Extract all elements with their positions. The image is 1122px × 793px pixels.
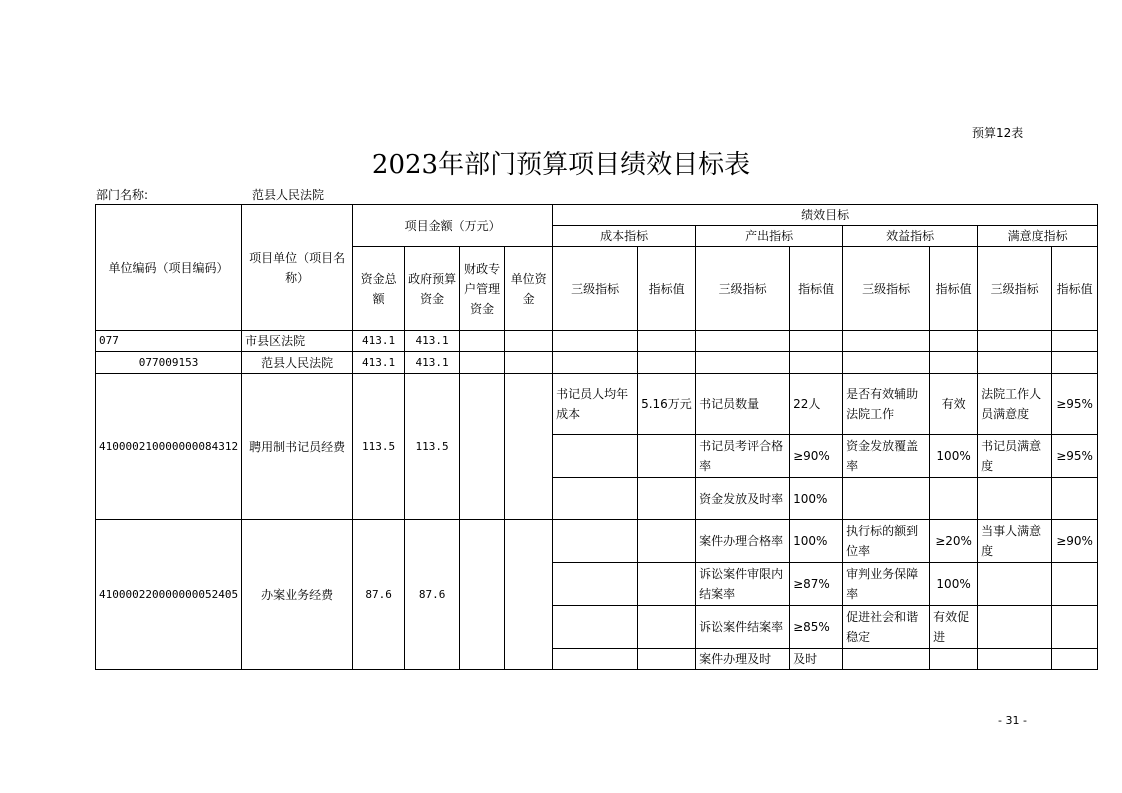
col-performance-group: 绩效目标 — [553, 205, 1098, 226]
col-benefit-level3: 三级指标 — [843, 247, 930, 331]
row-code: 077 — [96, 331, 242, 352]
table-row — [96, 520, 1098, 563]
project2-output-indicator: 诉讼案件结案率 — [696, 606, 790, 649]
project2-benefit-indicator: 执行标的额到位率 — [843, 520, 930, 563]
project2-satisfaction-value: ≥90% — [1052, 520, 1098, 563]
row-total: 413.1 — [353, 331, 405, 352]
table-row — [96, 352, 1098, 374]
col-special-mgmt: 财政专户管理资金 — [460, 247, 505, 331]
table-number-label: 预算12表 — [972, 126, 1024, 140]
project2-benefit-indicator: 促进社会和谐稳定 — [843, 606, 930, 649]
col-benefit-value: 指标值 — [930, 247, 978, 331]
col-satisfaction-indicator: 满意度指标 — [978, 226, 1098, 247]
col-cost-value: 指标值 — [638, 247, 696, 331]
project2-satisfaction-indicator: 当事人满意度 — [978, 520, 1052, 563]
performance-table — [95, 204, 1098, 670]
col-project-unit: 项目单位（项目名称） — [242, 205, 353, 331]
project2-output-value: 及时 — [790, 649, 843, 670]
project1-satisfaction-value: ≥95% — [1052, 435, 1098, 478]
project2-output-value: 100% — [790, 520, 843, 563]
project2-benefit-indicator: 审判业务保障率 — [843, 563, 930, 606]
project2-output-value: ≥87% — [790, 563, 843, 606]
project2-benefit-value: 有效促进 — [930, 606, 978, 649]
department-label: 部门名称: — [96, 188, 149, 202]
col-total: 资金总额 — [353, 247, 405, 331]
col-satisfaction-level3: 三级指标 — [978, 247, 1052, 331]
col-unit-fund: 单位资金 — [505, 247, 553, 331]
row-code: 077009153 — [96, 352, 242, 374]
project2-code: 410000220000000052405 — [96, 520, 242, 670]
department-value: 范县人民法院 — [252, 188, 325, 202]
project1-benefit-value: 100% — [930, 435, 978, 478]
project1-cost-value: 5.16万元 — [638, 374, 696, 435]
page-number: - 31 - — [998, 714, 1027, 727]
col-unit-code: 单位编码（项目编码） — [96, 205, 242, 331]
project2-total: 87.6 — [353, 520, 405, 670]
col-amount-group: 项目金额（万元） — [353, 205, 553, 247]
project1-satisfaction-value: ≥95% — [1052, 374, 1098, 435]
row-unit: 市县区法院 — [242, 331, 353, 352]
project1-output-value: 100% — [790, 478, 843, 520]
col-output-indicator: 产出指标 — [696, 226, 843, 247]
col-satisfaction-value: 指标值 — [1052, 247, 1098, 331]
project1-output-value: 22人 — [790, 374, 843, 435]
project1-benefit-value: 有效 — [930, 374, 978, 435]
col-output-level3: 三级指标 — [696, 247, 790, 331]
table-row — [96, 374, 1098, 435]
project1-total: 113.5 — [353, 374, 405, 520]
project2-benefit-value: ≥20% — [930, 520, 978, 563]
project2-gov: 87.6 — [405, 520, 460, 670]
project1-satisfaction-indicator: 法院工作人员满意度 — [978, 374, 1052, 435]
row-gov: 413.1 — [405, 352, 460, 374]
col-benefit-indicator: 效益指标 — [843, 226, 978, 247]
project1-code: 410000210000000084312 — [96, 374, 242, 520]
project1-output-value: ≥90% — [790, 435, 843, 478]
project1-output-indicator: 书记员考评合格率 — [696, 435, 790, 478]
project2-output-indicator: 案件办理及时 — [696, 649, 790, 670]
project2-benefit-value: 100% — [930, 563, 978, 606]
col-cost-level3: 三级指标 — [553, 247, 638, 331]
project1-satisfaction-indicator: 书记员满意度 — [978, 435, 1052, 478]
project1-benefit-indicator: 是否有效辅助法院工作 — [843, 374, 930, 435]
table-row — [96, 331, 1098, 352]
project1-gov: 113.5 — [405, 374, 460, 520]
page-title: 2023年部门预算项目绩效目标表 — [371, 150, 751, 180]
col-gov-budget: 政府预算资金 — [405, 247, 460, 331]
project2-name: 办案业务经费 — [242, 520, 353, 670]
project1-output-indicator: 资金发放及时率 — [696, 478, 790, 520]
project2-output-value: ≥85% — [790, 606, 843, 649]
col-output-value: 指标值 — [790, 247, 843, 331]
col-cost-indicator: 成本指标 — [553, 226, 696, 247]
row-total: 413.1 — [353, 352, 405, 374]
project1-cost-indicator: 书记员人均年成本 — [553, 374, 638, 435]
row-unit: 范县人民法院 — [242, 352, 353, 374]
project1-name: 聘用制书记员经费 — [242, 374, 353, 520]
project1-output-indicator: 书记员数量 — [696, 374, 790, 435]
project2-output-indicator: 诉讼案件审限内结案率 — [696, 563, 790, 606]
project1-benefit-indicator: 资金发放覆盖率 — [843, 435, 930, 478]
row-gov: 413.1 — [405, 331, 460, 352]
project2-output-indicator: 案件办理合格率 — [696, 520, 790, 563]
